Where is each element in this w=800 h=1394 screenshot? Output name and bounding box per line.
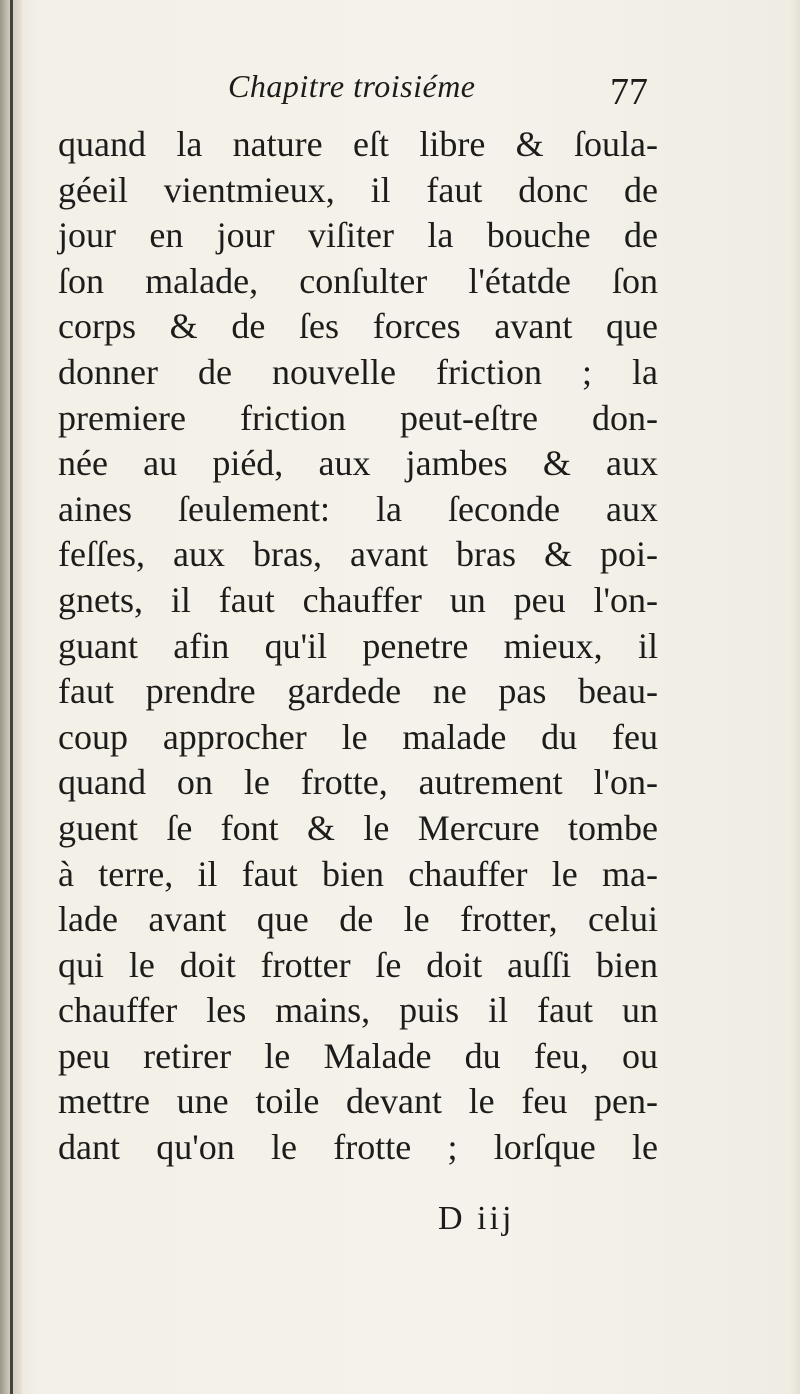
text-line: lade avant que de le frotter, celui [58, 899, 658, 940]
text-line: peu retirer le Malade du feu, ou [58, 1035, 658, 1076]
text-line: née au piéd, aux jambes & aux [58, 443, 658, 484]
text-line: coup approcher le malade du feu [58, 716, 658, 757]
text-line: guant afin qu'il penetre mieux, il [58, 625, 658, 666]
page-edge [790, 0, 800, 1394]
text-line: à terre, il faut bien chauffer le ma- [58, 853, 658, 894]
text-line: donner de nouvelle friction ; la [58, 351, 658, 392]
text-line: quand on le frotte, autrement l'on- [58, 762, 658, 803]
running-head: Chapitre troisiéme [228, 68, 476, 104]
text-line: dant qu'on le frotte ; lorſque le [58, 1127, 658, 1168]
text-line: quand la nature eſt libre & ſoula- [58, 124, 658, 164]
text-line: jour en jour viſiter la bouche de [58, 215, 658, 256]
page-number: 77 [610, 71, 648, 113]
text-line: faut prendre gardede ne pas beau- [58, 671, 658, 712]
text-line: mettre une toile devant le feu pen- [58, 1081, 658, 1122]
text-line: chauffer les mains, puis il faut un [58, 990, 658, 1031]
text-line: aines ſeulement: la ſeconde aux [58, 488, 658, 529]
binding-line [10, 0, 13, 1394]
text-line: géeil vientmieux, il faut donc de [58, 169, 658, 210]
text-line: feſſes, aux bras, avant bras & poi- [58, 534, 658, 575]
text-line: corps & de ſes forces avant que [58, 306, 658, 347]
text-line: qui le doit frotter ſe doit auſſi bien [58, 944, 658, 985]
text-line: ſon malade, conſulter l'étatde ſon [58, 260, 658, 301]
text-line: premiere friction peut-eſtre don- [58, 397, 658, 438]
text-line: gnets, il faut chauffer un peu l'on- [58, 579, 658, 620]
signature-mark: D iij [438, 1200, 515, 1237]
text-line: guent ſe font & le Mercure tombe [58, 807, 658, 848]
body-text [58, 122, 658, 1171]
